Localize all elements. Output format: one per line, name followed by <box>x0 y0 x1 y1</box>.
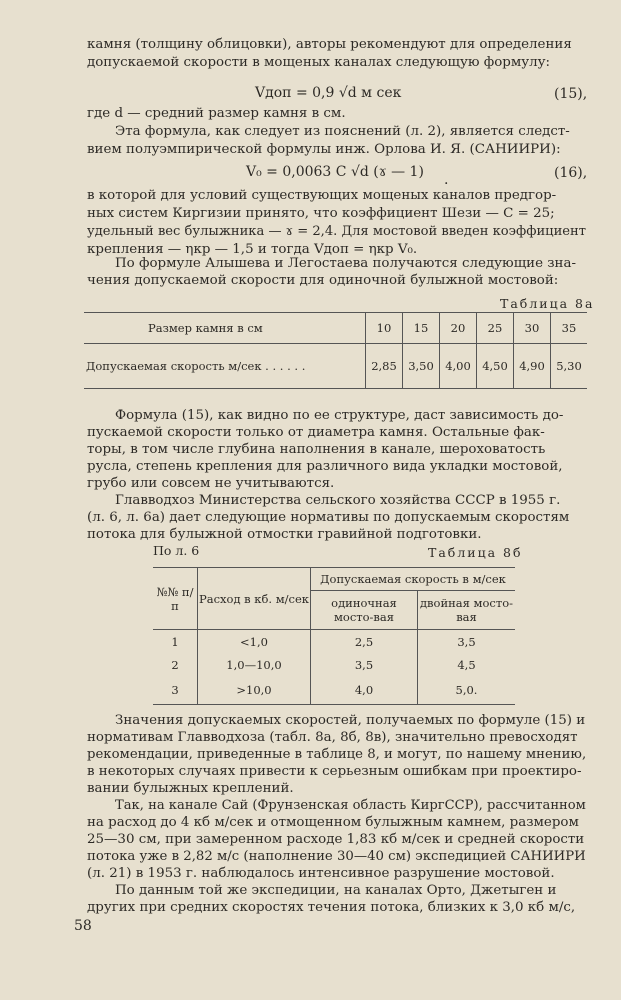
formula-16: V₀ = 0,0063 C √d (ɤ — 1) <box>246 164 424 180</box>
text-line: на расход до 4 кб м/сек и отмощенном булыжным камнем, размером <box>87 815 579 830</box>
table-cell: <1,0 <box>198 630 311 655</box>
text-line: Так, на канале Сай (Фрунзенская область КиргССР), рассчитанном <box>115 798 586 813</box>
table-cell: 30 <box>514 313 551 344</box>
table-row <box>153 654 515 676</box>
table-8b-caption: Таблица 8б <box>428 545 523 560</box>
table-8a-caption: Таблица 8а <box>500 296 595 311</box>
text-line: где d — средний размер камня в см. <box>87 106 346 121</box>
table-row <box>153 630 515 655</box>
text-line: ных систем Киргизии принято, что коэффициент Шези — С = 25; <box>87 206 555 221</box>
table-row <box>84 313 587 344</box>
text-line: русла, степень крепления для различного вида укладки мостовой, <box>87 459 563 474</box>
text-line: нормативам Главводхоза (табл. 8а, 8б, 8в), значительно превосходят <box>87 730 578 745</box>
table-row <box>153 676 515 705</box>
text-line: камня (толщину облицовки), авторы рекомендуют для определения <box>87 37 572 52</box>
table-8b-col-num: №№ п/п <box>153 568 198 630</box>
text-line: По данным той же экспедиции, на каналах Орто, Джетыген и <box>115 883 557 898</box>
text-line: (л. 21) в 1953 г. наблюдалось интенсивное разрушение мостовой. <box>87 866 555 881</box>
formula-16-dot: . <box>444 172 449 188</box>
table-cell: 4,90 <box>514 344 551 389</box>
text-line: торы, в том числе глубина наполнения в канале, шероховатость <box>87 442 546 457</box>
text-line: в которой для условий существующих мощеных каналов предгор- <box>87 188 557 203</box>
table-cell: >10,0 <box>198 676 311 705</box>
table-8b-source: По л. 6 <box>153 543 200 558</box>
text-line: потока для булыжной отмостки гравийной подготовки. <box>87 527 482 542</box>
text-line: вием полуэмпирической формулы инж. Орлова И. Я. (САНИИРИ): <box>87 142 561 157</box>
table-cell: 3,5 <box>418 630 516 655</box>
table-cell: 1,0—10,0 <box>198 654 311 676</box>
table-cell: 3,50 <box>403 344 440 389</box>
text-line: 25—30 см, при замеренном расходе 1,83 кб м/сек и средней скорости <box>87 832 585 847</box>
table-cell: 15 <box>403 313 440 344</box>
table-cell: 4,5 <box>418 654 516 676</box>
table-row <box>153 568 515 591</box>
table-cell: 10 <box>366 313 403 344</box>
table-8b-col-double: двойная мосто-вая <box>418 591 516 630</box>
text-line: грубо или совсем не учитываются. <box>87 476 335 491</box>
text-line: потока уже в 2,82 м/с (наполнение 30—40 см) экспедицией САНИИРИ <box>87 849 586 864</box>
text-line: в некоторых случаях привести к серьезным ошибкам при проектиро- <box>87 764 582 779</box>
table-cell: 3 <box>153 676 198 705</box>
table-cell: 2,5 <box>311 630 418 655</box>
text-line: Значения допускаемых скоростей, получаемых по формуле (15) и <box>115 713 586 728</box>
text-line: вании булыжных креплений. <box>87 781 294 796</box>
table-8a-speed-label: Допускаемая скорость м/сек . . . . . . <box>84 344 366 389</box>
table-cell: 20 <box>440 313 477 344</box>
table-cell: 25 <box>477 313 514 344</box>
table-row <box>84 344 587 389</box>
text-line: По формуле Алышева и Легостаева получаются следующие зна- <box>115 256 576 271</box>
text-line: крепления — ηкр — 1,5 и тогда Vдоп = ηкр V₀. <box>87 242 418 257</box>
table-8b <box>153 567 515 705</box>
table-cell: 4,50 <box>477 344 514 389</box>
table-8b-col-flow: Расход в кб. м/сек <box>198 568 311 630</box>
formula-15-number: (15), <box>554 86 588 102</box>
text-line: Главводхоз Министерства сельского хозяйства СССР в 1955 г. <box>115 493 561 508</box>
text-line: Эта формула, как следует из пояснений (л. 2), является следст- <box>115 124 570 139</box>
table-8b-col-single: одиночная мосто-вая <box>311 591 418 630</box>
text-line: пускаемой скорости только от диаметра камня. Остальные фак- <box>87 425 545 440</box>
formula-16-number: (16), <box>554 165 588 181</box>
table-cell: 2 <box>171 658 179 672</box>
table-cell: 4,00 <box>440 344 477 389</box>
text-line: рекомендации, приведенные в таблице 8, и могут, по нашему мнению, <box>87 747 587 762</box>
text-line: допускаемой скорости в мощеных каналах следующую формулу: <box>87 55 551 70</box>
table-cell: 3,5 <box>311 654 418 676</box>
text-line: удельный вес булыжника — ɤ = 2,4. Для мостовой введен коэффициент <box>87 224 587 239</box>
text-line: других при средних скоростях течения потока, близких к 3,0 кб м/с, <box>87 900 576 915</box>
table-cell: 5,0. <box>418 676 516 705</box>
page-number: 58 <box>74 918 92 934</box>
table-cell: 35 <box>551 313 588 344</box>
table-8b-col-speed: Допускаемая скорость в м/сек <box>311 568 516 591</box>
table-8a-size-label: Размер камня в см <box>84 313 366 344</box>
table-cell: 5,30 <box>551 344 588 389</box>
formula-15: Vдоп = 0,9 √d м сек <box>255 85 402 101</box>
table-cell: 4,0 <box>311 676 418 705</box>
table-cell: 1 <box>171 635 179 649</box>
text-line: чения допускаемой скорости для одиночной булыжной мостовой: <box>87 273 559 288</box>
table-8a <box>84 312 587 389</box>
table-cell: 2,85 <box>366 344 403 389</box>
text-line: Формула (15), как видно по ее структуре, даст зависимость до- <box>115 408 564 423</box>
text-line: (л. 6, л. 6а) дает следующие нормативы по допускаемым скоростям <box>87 510 570 525</box>
